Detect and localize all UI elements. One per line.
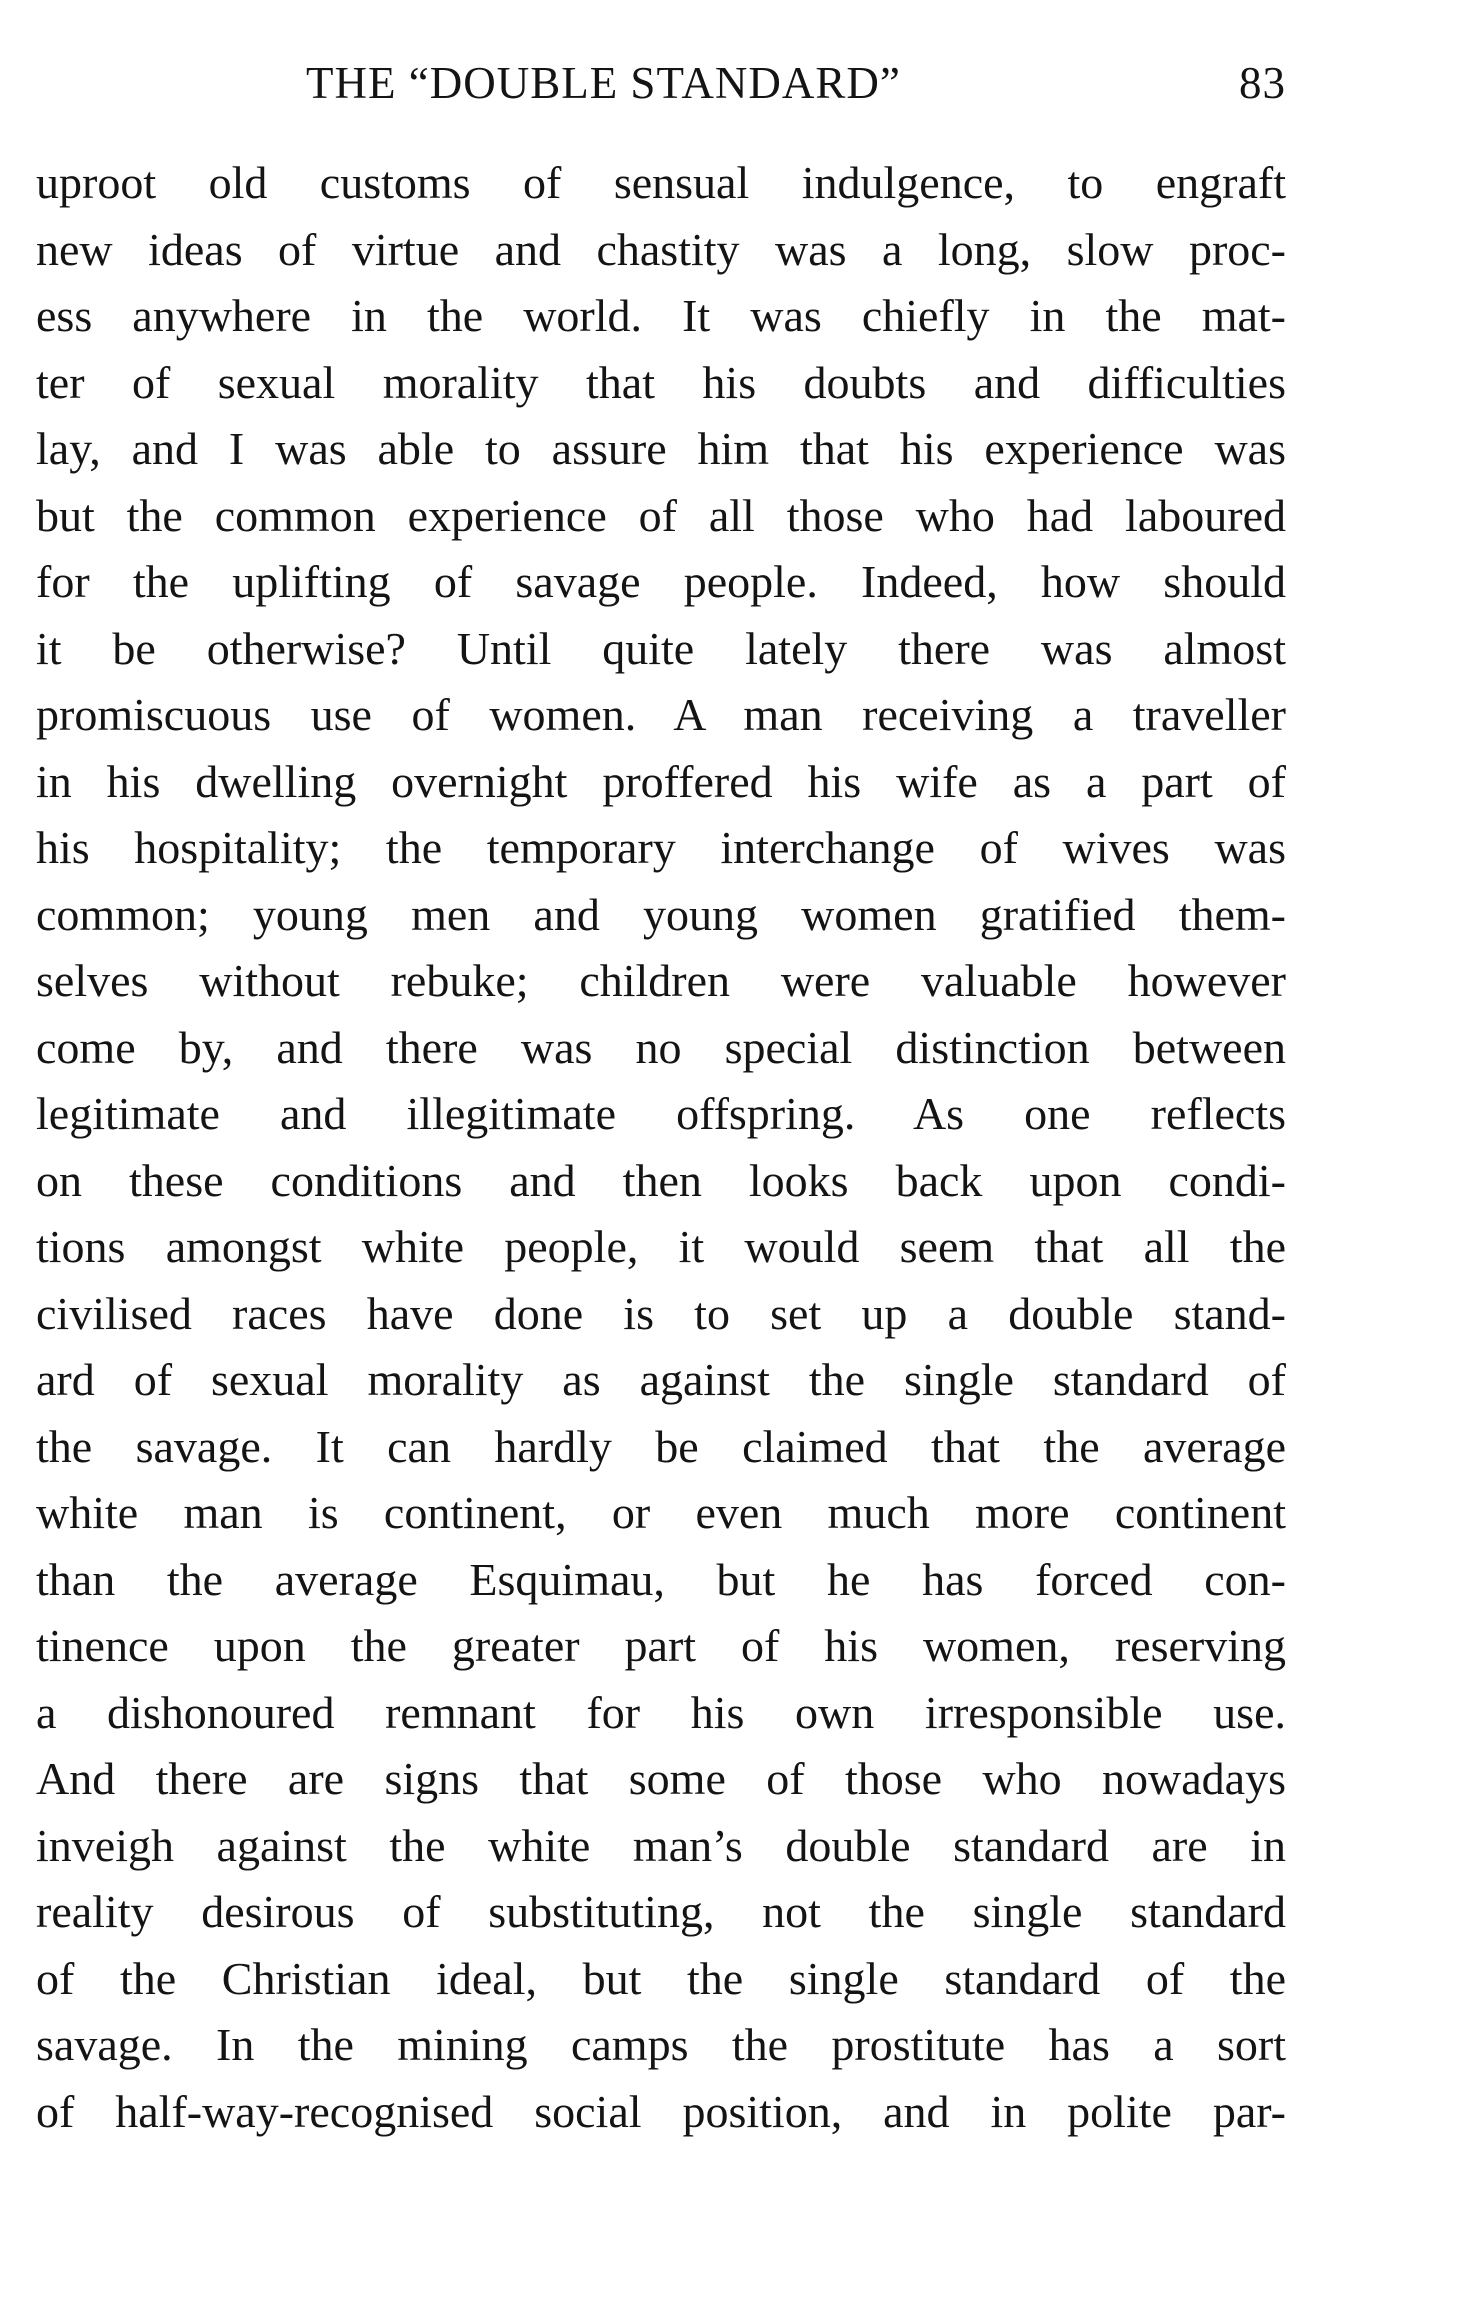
text-line: civilised races have done is to set up a double stand- bbox=[36, 1287, 1286, 1339]
text-line: the savage. It can hardly be claimed that the average bbox=[36, 1420, 1286, 1472]
text-line: of half-way-recognised social position, and in polite par- bbox=[36, 2085, 1286, 2137]
text-line: selves without rebuke; children were valuable however bbox=[36, 955, 1286, 1006]
running-head bbox=[36, 48, 1286, 118]
text-line: promiscuous use of women. A man receiving a traveller bbox=[36, 689, 1286, 740]
text-line: new ideas of virtue and chastity was a long, slow proc- bbox=[36, 223, 1286, 275]
text-line: white man is continent, or even much more continent bbox=[36, 1487, 1286, 1538]
text-line: but the common experience of all those who had laboured bbox=[36, 489, 1286, 541]
text-line: savage. In the mining camps the prostitute has a sort bbox=[36, 2019, 1286, 2070]
text-line: ess anywhere in the world. It was chiefly in the mat- bbox=[36, 290, 1286, 341]
text-line: of the Christian ideal, but the single standard of the bbox=[36, 1952, 1286, 2004]
text-line: tions amongst white people, it would seem that all the bbox=[36, 1221, 1286, 1272]
text-line: a dishonoured remnant for his own irresponsible use. bbox=[36, 1686, 1286, 1738]
text-line: tinence upon the greater part of his women, reserving bbox=[36, 1620, 1286, 1671]
body-text bbox=[36, 150, 1286, 2145]
page-number: 83 bbox=[1239, 58, 1286, 108]
text-line: reality desirous of substituting, not the single standard bbox=[36, 1886, 1286, 1937]
text-line: uproot old customs of sensual indulgence, to engraft bbox=[36, 157, 1286, 208]
text-line: it be otherwise? Until quite lately there was almost bbox=[36, 622, 1286, 674]
text-line: his hospitality; the temporary interchange of wives was bbox=[36, 822, 1286, 873]
text-line: come by, and there was no special distinction between bbox=[36, 1021, 1286, 1073]
text-line: common; young men and young women gratified them- bbox=[36, 888, 1286, 940]
text-line: on these conditions and then looks back upon condi- bbox=[36, 1154, 1286, 1206]
text-line: legitimate and illegitimate offspring. As one reflects bbox=[36, 1088, 1286, 1139]
text-line: than the average Esquimau, but he has forced con- bbox=[36, 1553, 1286, 1605]
text-line: for the uplifting of savage people. Indeed, how should bbox=[36, 556, 1286, 607]
text-line: in his dwelling overnight proffered his wife as a part of bbox=[36, 755, 1286, 807]
text-line: ard of sexual morality as against the single standard of bbox=[36, 1354, 1286, 1405]
text-line: inveigh against the white man’s double standard are in bbox=[36, 1819, 1286, 1871]
text-line: And there are signs that some of those who nowadays bbox=[36, 1753, 1286, 1804]
text-line: lay, and I was able to assure him that his experience was bbox=[36, 423, 1286, 474]
text-line: ter of sexual morality that his doubts and difficulties bbox=[36, 356, 1286, 408]
running-title: THE “DOUBLE STANDARD” bbox=[306, 58, 901, 108]
